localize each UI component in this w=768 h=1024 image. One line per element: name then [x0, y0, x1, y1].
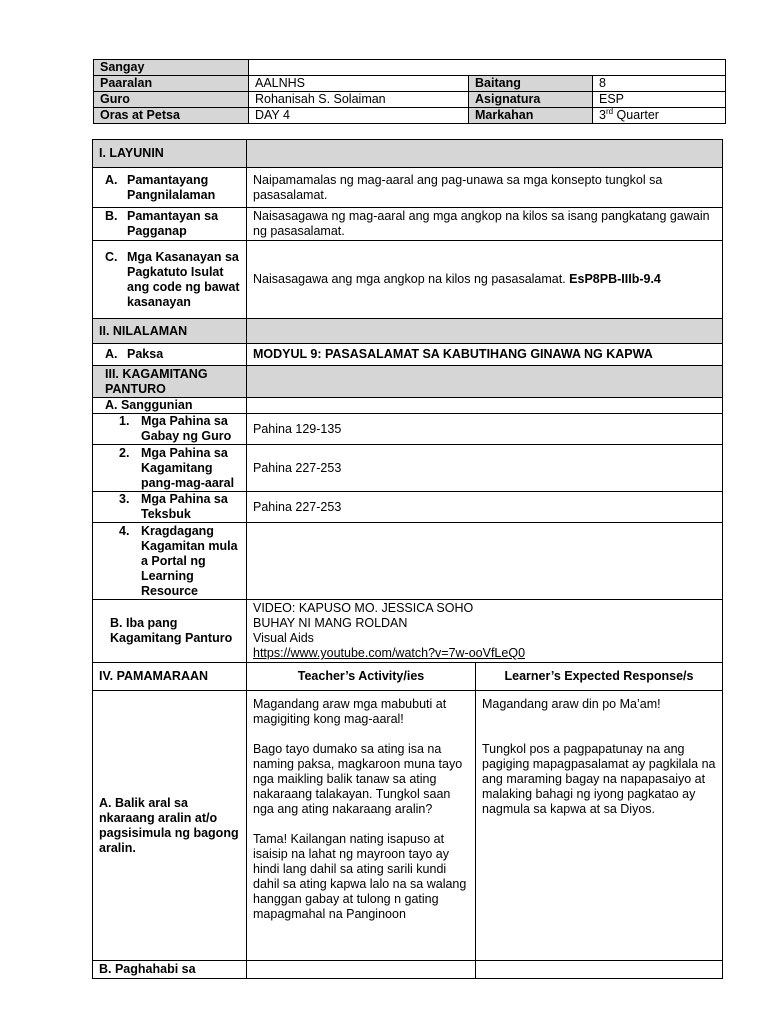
- nilalaman-header-row: [93, 319, 723, 344]
- paksa-row: A. Paksa MODYUL 9: PASASALAMAT SA KABUTIHANG GINAWA NG KAPWA: [93, 344, 723, 366]
- sangay-value: [249, 60, 726, 76]
- paksa-label: Paksa: [127, 347, 164, 361]
- item3-row: 3. Mga Pahina sa Teksbuk Pahina 227-253: [93, 492, 723, 523]
- layunin-a-label: Pamantayang Pangnilalaman: [127, 172, 216, 202]
- pamamaraan-header-row: [93, 663, 723, 691]
- item4-value: [247, 523, 723, 600]
- pamamaraan-title: IV. PAMAMARAAN: [93, 663, 247, 691]
- youtube-link[interactable]: https://www.youtube.com/watch?v=7w-ooVfLeQ0: [253, 646, 526, 660]
- header-table: [93, 59, 726, 124]
- markahan-value: 3rd Quarter: [593, 108, 726, 124]
- item4-label: Kragdagang Kagamitan mula a Portal ng Learning Resource: [141, 523, 238, 598]
- paghahabi-label: B. Paghahabi sa: [93, 961, 247, 979]
- asignatura-label: Asignatura: [469, 92, 593, 108]
- balik-aral-label: A. Balik aral sa nkaraang aralin at/o pagsisimula ng bagong aralin.: [93, 691, 247, 961]
- layunin-b-label: Pamantayan sa Pagganap: [127, 209, 219, 238]
- item2-value: Pahina 227-253: [247, 445, 723, 492]
- item3-value: Pahina 227-253: [247, 492, 723, 523]
- baitang-label: Baitang: [469, 76, 593, 92]
- competency-code: EsP8PB-IIIb-9.4: [569, 272, 661, 286]
- markahan-label: Markahan: [469, 108, 593, 124]
- paaralan-value: AALNHS: [249, 76, 469, 92]
- lesson-plan-table: [92, 139, 723, 979]
- layunin-b-value: Naisasagawa ng mag-aaral ang mga angkop na kilos sa isang pangkatang gawain ng pasasalamat.: [247, 208, 723, 241]
- nilalaman-title: II. NILALAMAN: [93, 319, 247, 344]
- paghahabi-row: [93, 961, 723, 979]
- kagamitan-title: III. KAGAMITANG PANTURO: [93, 366, 247, 398]
- baitang-value: 8: [593, 76, 726, 92]
- item4-row: 4. Kragdagang Kagamitan mula a Portal ng Learning Resource: [93, 523, 723, 600]
- layunin-header-row: [93, 140, 723, 168]
- paaralan-label: Paaralan: [94, 76, 249, 92]
- guro-value: Rohanisah S. Solaiman: [249, 92, 469, 108]
- item1-row: 1. Mga Pahina sa Gabay ng Guro Pahina 129-135: [93, 414, 723, 445]
- sanggunian-row: [93, 398, 723, 414]
- guro-label: Guro: [94, 92, 249, 108]
- asignatura-value: ESP: [593, 92, 726, 108]
- item2-row: 2. Mga Pahina sa Kagamitang pang-mag-aaral Pahina 227-253: [93, 445, 723, 492]
- layunin-a-value: Naipamamalas ng mag-aaral ang pag-unawa sa mga konsepto tungkol sa pasasalamat.: [247, 168, 723, 208]
- iba-value: VIDEO: KAPUSO MO. JESSICA SOHO BUHAY NI MANG ROLDAN Visual Aids https://www.youtube.com/watch?v=7w-ooVfLeQ0: [247, 600, 723, 663]
- item2-label: Mga Pahina sa Kagamitang pang-mag-aaral: [141, 445, 235, 490]
- kagamitan-header-row: [93, 366, 723, 398]
- layunin-c-label: Mga Kasanayan sa Pagkatuto Isulat ang code ng bawat kasanayan: [127, 249, 240, 309]
- layunin-c-row: C. Mga Kasanayan sa Pagkatuto Isulat ang code ng bawat kasanayan Naisasagawa ang mga angkop na kilos ng pasasalamat. EsP8PB-IIIb-9.4: [93, 241, 723, 319]
- item3-label: Mga Pahina sa Teksbuk: [141, 492, 228, 521]
- oras-value: DAY 4: [249, 108, 469, 124]
- layunin-title: I. LAYUNIN: [93, 140, 247, 168]
- balik-aral-row: [93, 691, 723, 961]
- sanggunian-label: A. Sanggunian: [93, 398, 247, 414]
- teacher-activity: Magandang araw mga mabubuti at magigiting kong mag-aaral! Bago tayo dumako sa ating isa na naming paksa, magkaroon muna tayo nga maikling balik tanaw sa ating nakaraang talakayan. Tungkol saan nga ang ating nakaraang aralin? Tama! Kailangan nating isapuso at isaisip na lahat ng mayroon tayo ay hindi lang dahil sa ating sarili kundi dahil sa ating kapwa lalo na sa walang hanggan gabay at tulong n gating mapagmahal na Panginoon: [247, 691, 476, 961]
- layunin-b-row: B. Pamantayan sa Pagganap Naisasagawa ng mag-aaral ang mga angkop na kilos sa isang pangkatang gawain ng pasasalamat.: [93, 208, 723, 241]
- paksa-value: MODYUL 9: PASASALAMAT SA KABUTIHANG GINAWA NG KAPWA: [247, 344, 723, 366]
- iba-row: [93, 600, 723, 663]
- oras-label: Oras at Petsa: [94, 108, 249, 124]
- teacher-column-header: Teacher’s Activity/ies: [247, 663, 476, 691]
- iba-label: B. Iba pang Kagamitang Panturo: [93, 600, 247, 663]
- sangay-label: Sangay: [94, 60, 249, 76]
- learner-column-header: Learner’s Expected Response/s: [476, 663, 723, 691]
- item1-value: Pahina 129-135: [247, 414, 723, 445]
- layunin-a-row: A. Pamantayang Pangnilalaman Naipamamalas ng mag-aaral ang pag-unawa sa mga konsepto tungkol sa pasasalamat.: [93, 168, 723, 208]
- learner-response: Magandang araw din po Ma’am! Tungkol pos a pagpapatunay na ang pagiging mapagpasalamat ay pagkilala na ang maraming bagay na napapasaiyo at malaking bahagi ng iyong pagkatao ay nagmula sa kapwa at sa Diyos.: [476, 691, 723, 961]
- layunin-c-value: Naisasagawa ang mga angkop na kilos ng pasasalamat. EsP8PB-IIIb-9.4: [247, 241, 723, 319]
- item1-label: Mga Pahina sa Gabay ng Guro: [141, 414, 232, 443]
